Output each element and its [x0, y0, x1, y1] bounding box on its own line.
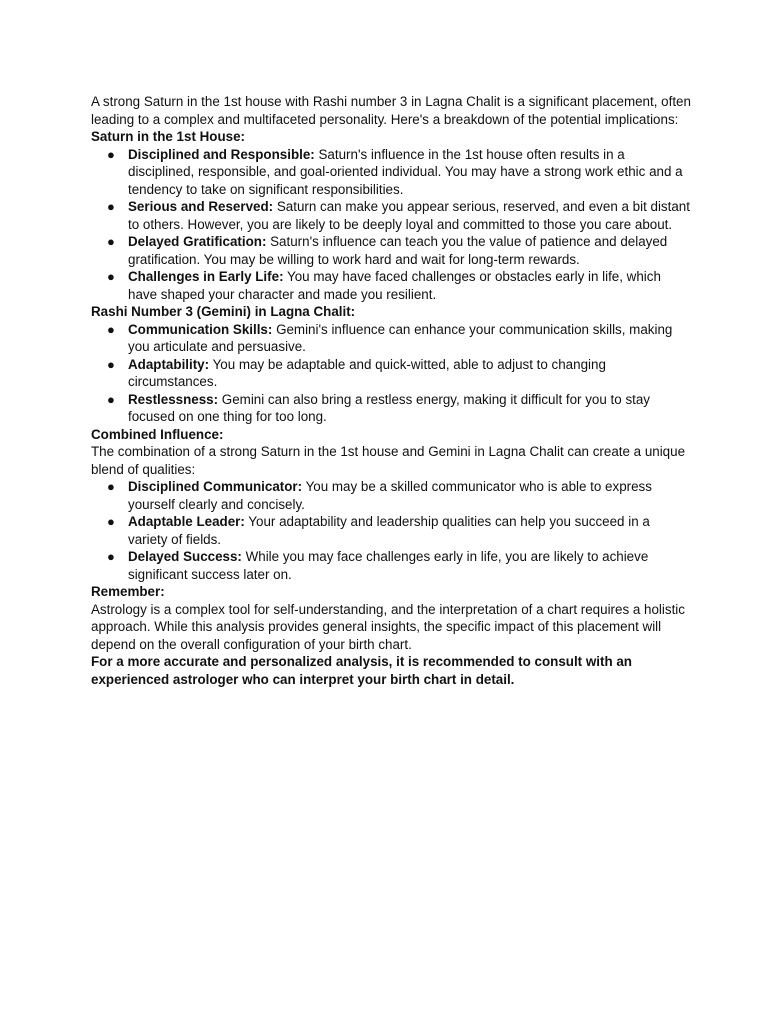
list-item [107, 356, 691, 391]
combined-list [91, 478, 691, 583]
bullet-icon: ● [107, 269, 115, 284]
item-term: Disciplined and Responsible: [128, 146, 315, 162]
bullet-icon: ● [107, 479, 115, 494]
list-item [107, 391, 691, 426]
list-item [107, 233, 691, 268]
item-term: Disciplined Communicator: [128, 479, 303, 494]
section-heading-saturn: Saturn in the 1st House: [91, 129, 246, 144]
bullet-icon: ● [107, 391, 115, 407]
list-item [107, 321, 691, 356]
combined-intro: The combination of a strong Saturn in the 1st house and Gemini in Lagna Chalit can create a unique blend of qualities: [91, 444, 686, 477]
list-item [107, 198, 691, 233]
bullet-icon: ● [107, 321, 115, 337]
list-item [107, 513, 691, 548]
item-term: Delayed Gratification: [128, 234, 267, 249]
closing-paragraph: For a more accurate and personalized analysis, it is recommended to consult with an experienced astrologer who can interpret your birth chart in detail. [91, 654, 632, 687]
item-term: Challenges in Early Life: [128, 269, 284, 284]
bullet-icon: ● [107, 234, 115, 249]
bullet-icon: ● [107, 146, 115, 162]
item-text: Your adaptability and leadership qualities can help you succeed in a variety of fields. [128, 514, 650, 547]
remember-paragraph: Astrology is a complex tool for self-understanding, and the interpretation of a chart requires a holistic approach. While this analysis provides general insights, the specific impact of this placement will depend on the overall configuration of your birth chart. [91, 601, 685, 652]
item-term: Serious and Reserved: [128, 199, 274, 214]
item-text: You may be a skilled communicator who is able to express yourself clearly and concisely. [128, 479, 652, 512]
section-heading-remember: Remember: [91, 584, 165, 599]
item-text: Saturn's influence can teach you the value of patience and delayed gratification. You may be willing to work hard and wait for long-term rewards. [128, 234, 668, 267]
item-term: Delayed Success: [128, 549, 242, 564]
bullet-icon: ● [107, 356, 115, 372]
saturn-list [91, 146, 691, 304]
item-text: Saturn can make you appear serious, reserved, and even a bit distant to others. However, you are likely to be deeply loyal and committed to those you care about. [128, 199, 690, 232]
item-term: Adaptable Leader: [128, 514, 245, 529]
item-text: You may have faced challenges or obstacles early in life, which have shaped your character and made you resilient. [128, 269, 661, 302]
list-item [107, 146, 691, 199]
intro-paragraph: A strong Saturn in the 1st house with Rashi number 3 in Lagna Chalit is a significant placement, often leading to a complex and multifaceted personality. Here's a breakdown of the potential implications: [91, 94, 691, 127]
section-heading-combined: Combined Influence: [91, 426, 224, 442]
section-heading-gemini: Rashi Number 3 (Gemini) in Lagna Chalit: [91, 304, 356, 319]
item-term: Communication Skills: [128, 321, 273, 337]
item-text: Saturn's influence in the 1st house often results in a disciplined, responsible, and goal-oriented individual. You may have a strong work ethic and a tendency to take on significant responsibilities. [128, 146, 683, 197]
item-text: While you may face challenges early in life, you are likely to achieve significant success later on. [128, 549, 649, 582]
item-term: Adaptability: [128, 356, 210, 372]
bullet-icon: ● [107, 514, 115, 529]
list-item [107, 268, 691, 303]
gemini-list [91, 321, 691, 426]
document-page [91, 93, 691, 688]
list-item [107, 478, 691, 513]
bullet-icon: ● [107, 199, 115, 214]
item-text: You may be adaptable and quick-witted, able to adjust to changing circumstances. [128, 356, 606, 389]
item-text: Gemini can also bring a restless energy, making it difficult for you to stay focused on one thing for too long. [128, 391, 650, 424]
item-term: Restlessness: [128, 391, 219, 407]
item-text: Gemini's influence can enhance your communication skills, making you articulate and persuasive. [128, 321, 673, 354]
list-item [107, 548, 691, 583]
bullet-icon: ● [107, 549, 115, 564]
